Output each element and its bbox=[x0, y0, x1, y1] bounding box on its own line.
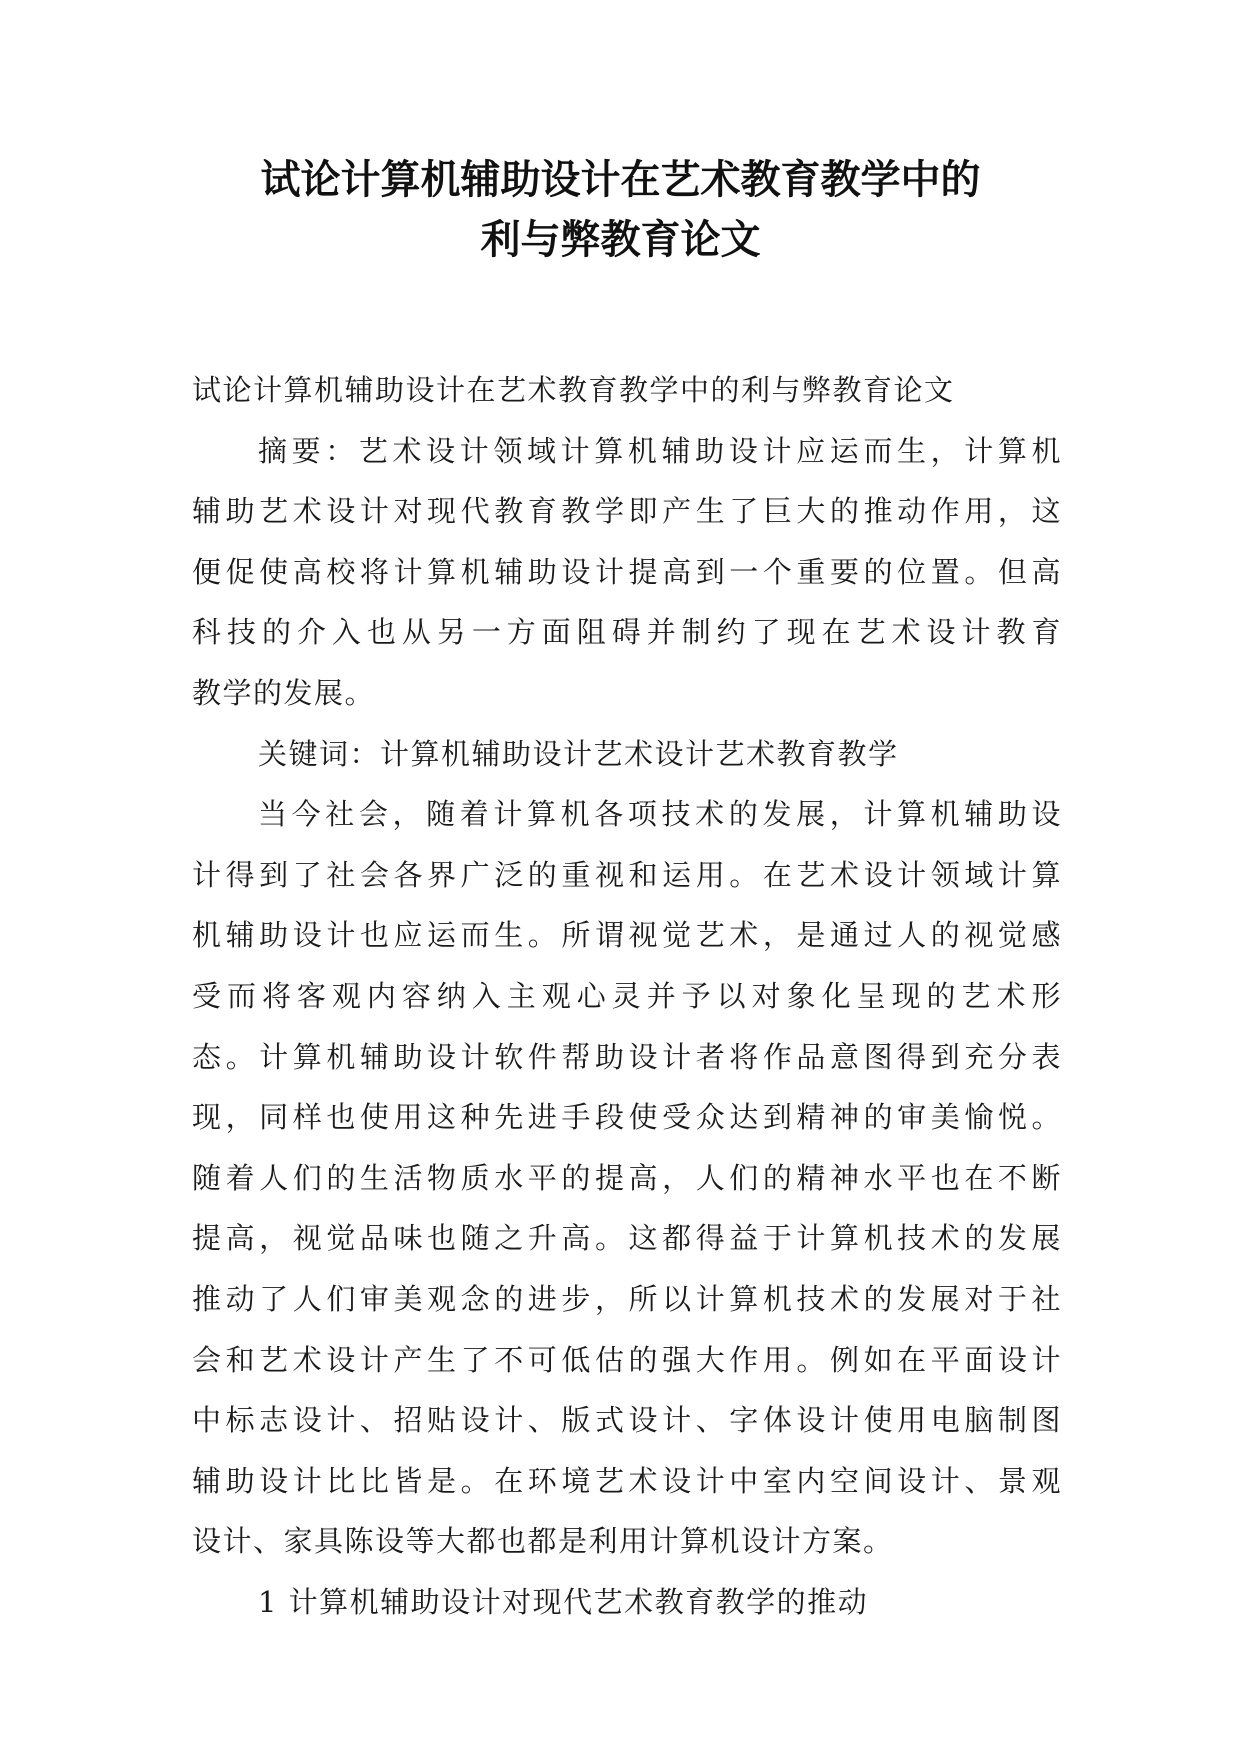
abstract-line: 教学的发展。 bbox=[192, 675, 376, 710]
title-line-1: 试论计算机辅助设计在艺术教育教学中的 bbox=[260, 157, 981, 203]
keywords-line: 关键词：计算机辅助设计艺术设计艺术教育教学 bbox=[258, 736, 899, 771]
paragraph-line: 提高，视觉品味也随之升高。这都得益于计算机技术的发展 bbox=[192, 1221, 1062, 1256]
abstract-line: 科技的介入也从另一方面阻碍并制约了现在艺术设计教育 bbox=[192, 615, 1062, 650]
paragraph-line: 态。计算机辅助设计软件帮助设计者将作品意图得到充分表 bbox=[192, 1039, 1062, 1074]
title-line-2: 利与弊教育论文 bbox=[480, 217, 761, 263]
paragraph-line: 受而将客观内容纳入主观心灵并予以对象化呈现的艺术形 bbox=[192, 978, 1062, 1013]
abstract-line: 便促使高校将计算机辅助设计提高到一个重要的位置。但高 bbox=[192, 554, 1062, 589]
paragraph-line: 现，同样也使用这种先进手段使受众达到精神的审美愉悦。 bbox=[192, 1100, 1062, 1135]
paragraph-line: 当今社会，随着计算机各项技术的发展，计算机辅助设 bbox=[258, 797, 1062, 832]
abstract-line: 辅助艺术设计对现代教育教学即产生了巨大的推动作用，这 bbox=[192, 494, 1062, 529]
document-title bbox=[0, 152, 1241, 272]
paragraph-line: 中标志设计、招贴设计、版式设计、字体设计使用电脑制图 bbox=[192, 1403, 1062, 1438]
paragraph-line: 机辅助设计也应运而生。所谓视觉艺术，是通过人的视觉感 bbox=[192, 918, 1062, 953]
abstract-line: 摘要：艺术设计领域计算机辅助设计应运而生，计算机 bbox=[258, 433, 1062, 468]
paragraph-line: 设计、家具陈设等大都也都是利用计算机设计方案。 bbox=[192, 1524, 894, 1559]
paragraph-line: 辅助设计比比皆是。在环境艺术设计中室内空间设计、景观 bbox=[192, 1463, 1062, 1498]
paragraph-line: 计得到了社会各界广泛的重视和运用。在艺术设计领域计算 bbox=[192, 857, 1062, 892]
paragraph-line: 会和艺术设计产生了不可低估的强大作用。例如在平面设计 bbox=[192, 1342, 1062, 1377]
paragraph-line: 推动了人们审美观念的进步，所以计算机技术的发展对于社 bbox=[192, 1281, 1062, 1316]
paragraph-line: 随着人们的生活物质水平的提高，人们的精神水平也在不断 bbox=[192, 1160, 1062, 1195]
body-line-heading: 试论计算机辅助设计在艺术教育教学中的利与弊教育论文 bbox=[192, 373, 955, 407]
document-body bbox=[192, 360, 1062, 1632]
section-heading: 1 计算机辅助设计对现代艺术教育教学的推动 bbox=[258, 1584, 869, 1619]
